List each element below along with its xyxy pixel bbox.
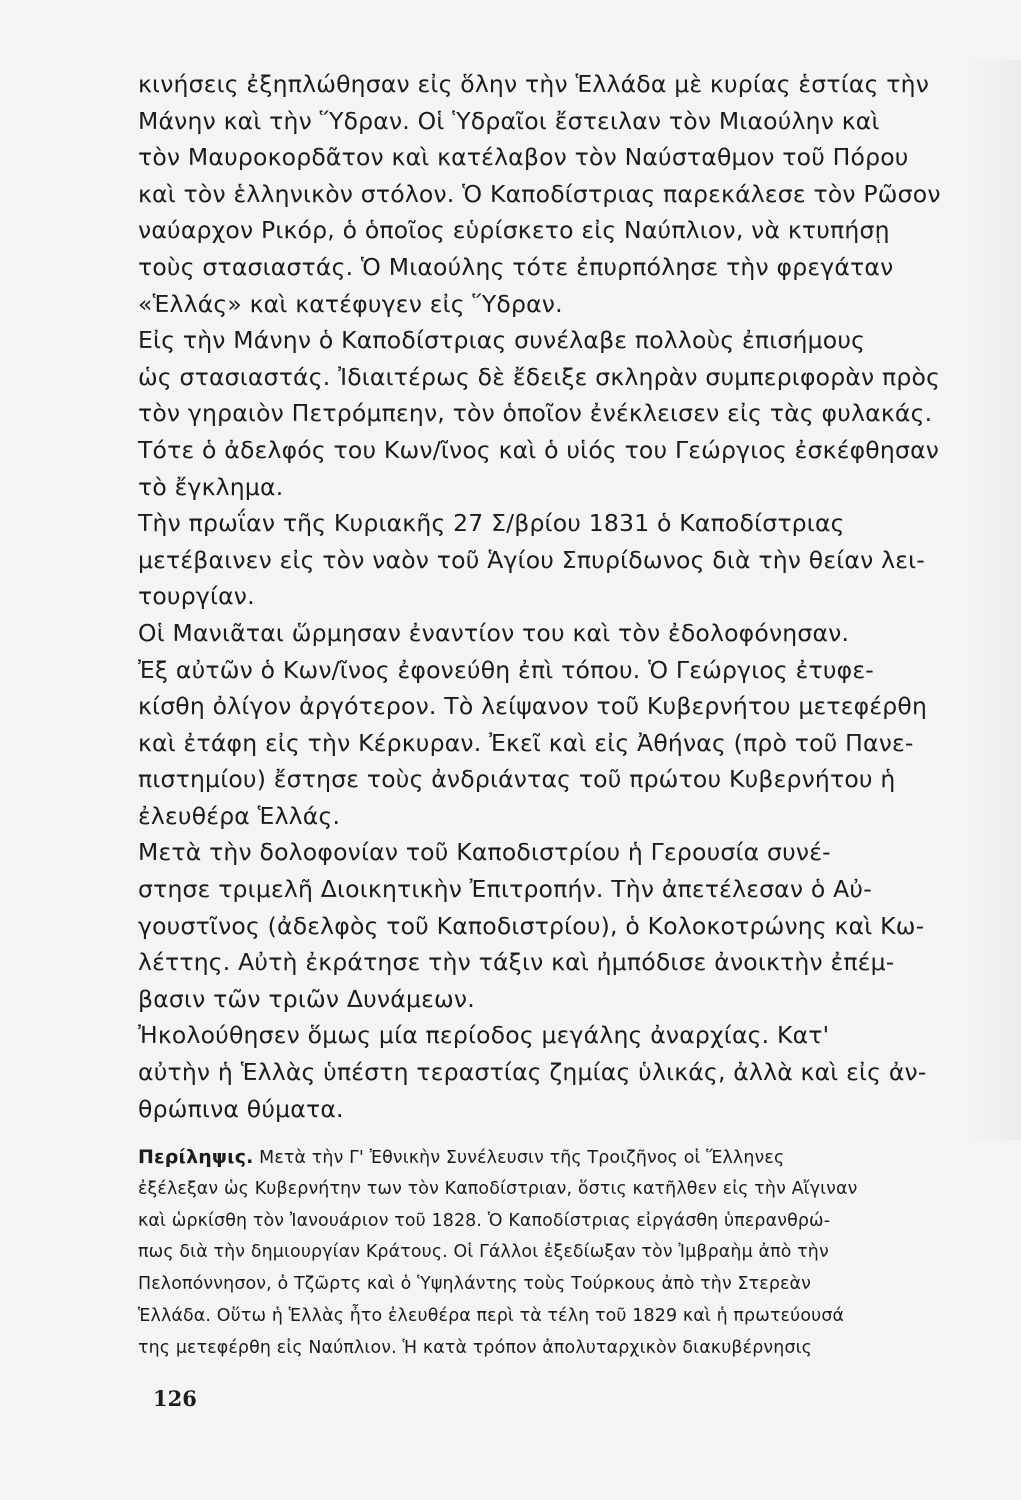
text-line: Τὴν πρωΐαν τῆς Κυριακῆς 27 Σ/βρίου 1831 ὁ Καποδίστριας [138,509,845,538]
text-line: κίσθη ὀλίγον ἀργότερον. Τὸ λείψανον τοῦ Κυβερνήτου μετεφέρθη [138,692,928,721]
summary-line: πως διὰ τὴν δημιουργίαν Κράτους. Οἱ Γάλλοι ἐξεδίωξαν τὸν Ἰμβραὴμ ἀπὸ τὴν [138,1242,829,1263]
summary-text: Μετὰ τὴν Γ' Ἐθνικὴν Συνέλευσιν τῆς Τροιζῆνος οἱ Ἕλληνες [253,1148,785,1168]
text-line: λέττης. Αὐτὴ ἐκράτησε τὴν τάξιν καὶ ἠμπόδισε ἀνοικτὴν ἐπέμ- [138,948,895,977]
text-line: στησε τριμελῆ Διοικητικὴν Ἐπιτροπήν. Τὴν ἀπετέλεσαν ὁ Αὐ- [138,875,872,904]
text-line: Μάνην καὶ τὴν Ὕδραν. Οἱ Ὑδραῖοι ἔστειλαν τὸν Μιαούλην καὶ [138,106,880,135]
summary-line: Ἑλλάδα. Οὕτω ἡ Ἑλλὰς ἦτο ἐλευθέρα περὶ τὰ τέλη τοῦ 1829 καὶ ἡ πρωτεύουσά [138,1305,845,1326]
summary-line: καὶ ὡρκίσθη τὸν Ἰανουάριον τοῦ 1828. Ὁ Καποδίστριας εἰργάσθη ὑπερανθρώ- [138,1210,831,1231]
text-line: τὸν Μαυροκορδᾶτον καὶ κατέλαβον τὸν Ναύσταθμον τοῦ Πόρου [138,143,909,172]
text-line: «Ἑλλάς» καὶ κατέφυγεν εἰς Ὕδραν. [138,289,563,318]
text-line: Οἱ Μανιᾶται ὥρμησαν ἐναντίον του καὶ τὸν ἐδολοφόνησαν. [138,618,850,647]
text-line: καὶ ἐτάφη εἰς τὴν Κέρκυραν. Ἐκεῖ καὶ εἰς Ἀθήνας (πρὸ τοῦ Πανε- [138,728,914,757]
summary-line: ἐξέλεξαν ὡς Κυβερνήτην των τὸν Καποδίστριαν, ὅστις κατῆλθεν εἰς τὴν Αἴγιναν [138,1178,858,1199]
text-line: Εἰς τὴν Μάνην ὁ Καποδίστριας συνέλαβε πολλοὺς ἐπισήμους [138,326,866,355]
text-line: μετέβαινεν εἰς τὸν ναὸν τοῦ Ἁγίου Σπυρίδωνος διὰ τὴν θείαν λει- [138,545,925,574]
text-line: τὸν γηραιὸν Πετρόμπεην, τὸν ὁποῖον ἐνέκλεισεν εἰς τὰς φυλακάς. [138,399,933,428]
summary-first-line [138,1142,1006,1174]
main-text [138,66,1008,1127]
text-line: τὸ ἔγκλημα. [138,472,284,501]
text-line: ὡς στασιαστάς. Ἰδιαιτέρως δὲ ἔδειξε σκληρὰν συμπεριφορὰν πρὸς [138,362,941,391]
text-line: Ἠκολούθησεν ὅμως μία περίοδος μεγάλης ἀναρχίας. Κατ' [138,1021,830,1050]
text-line: ἐλευθέρα Ἑλλάς. [138,801,341,830]
text-line: Μετὰ τὴν δολοφονίαν τοῦ Καποδιστρίου ἡ Γερουσία συνέ- [138,838,831,867]
text-line: καὶ τὸν ἑλληνικὸν στόλον. Ὁ Καποδίστριας παρεκάλεσε τὸν Ρῶσον [138,179,941,208]
text-line: Ἐξ αὐτῶν ὁ Κων/ῖνος ἐφονεύθη ἐπὶ τόπου. Ὁ Γεώργιος ἐτυφε- [138,655,874,684]
text-line: τουργίαν. [138,582,255,611]
summary-line: Πελοπόννησον, ὁ Τζῶρτς καὶ ὁ Ὑψηλάντης τοὺς Τούρκους ἀπὸ τὴν Στερεὰν [138,1274,812,1295]
summary-section [138,1142,1006,1365]
text-line: θρώπινα θύματα. [138,1094,344,1123]
summary-line: της μετεφέρθη εἰς Ναύπλιον. Ἡ κατὰ τρόπον ἀπολυταρχικὸν διακυβέρνησις [138,1337,813,1358]
page-number: 126 [153,1386,197,1411]
text-line: αὐτὴν ἡ Ἑλλὰς ὑπέστη τεραστίας ζημίας ὑλικάς, ἀλλὰ καὶ εἰς ἀν- [138,1058,927,1087]
text-line: βασιν τῶν τριῶν Δυνάμεων. [138,984,475,1013]
text-line: τοὺς στασιαστάς. Ὁ Μιαούλης τότε ἐπυρπόλησε τὴν φρεγάταν [138,252,894,281]
text-line: γουστῖνος (ἀδελφὸς τοῦ Καποδιστρίου), ὁ Κολοκοτρώνης καὶ Κω- [138,911,925,940]
text-line: Τότε ὁ ἀδελφός του Κων/ῖνος καὶ ὁ υἱός του Γεώργιος ἐσκέφθησαν [138,435,940,464]
text-line: ναύαρχον Ρικόρ, ὁ ὁποῖος εὑρίσκετο εἰς Ναύπλιον, νὰ κτυπήσῃ [138,216,890,245]
text-line: πιστημίου) ἔστησε τοὺς ἀνδριάντας τοῦ πρώτου Κυβερνήτου ἡ [138,765,896,794]
text-line: κινήσεις ἐξηπλώθησαν εἰς ὅλην τὴν Ἑλλάδα μὲ κυρίας ἑστίας τὴν [138,70,930,98]
summary-heading: Περίληψις. [138,1146,254,1168]
